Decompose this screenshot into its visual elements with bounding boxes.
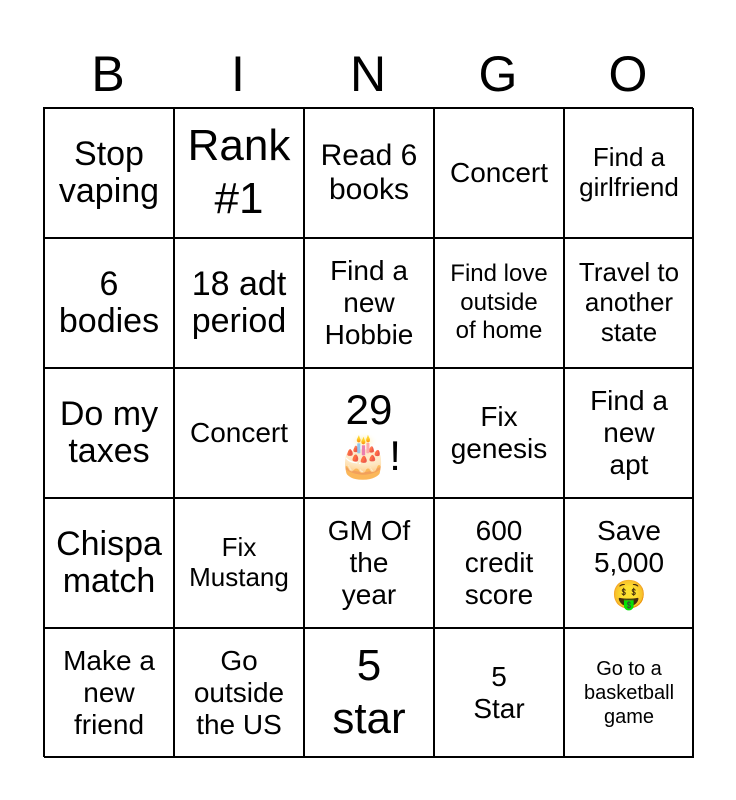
bingo-cell[interactable] (174, 368, 304, 498)
cell-label: Concert (449, 156, 549, 188)
cell-label: Find love outside of home (450, 259, 548, 345)
cell-label: Save 5,000 🤑 (593, 514, 665, 611)
bingo-board (43, 107, 693, 757)
cell-label: 6 bodies (58, 264, 160, 340)
bingo-header (43, 40, 693, 108)
cell-label: Go outside the US (193, 644, 285, 741)
bingo-cell[interactable] (434, 628, 564, 758)
cell-label: Find a new Hobbie (324, 254, 414, 351)
cell-label: Concert (189, 416, 289, 448)
bingo-cell[interactable] (564, 238, 694, 368)
bingo-cell[interactable] (174, 628, 304, 758)
bingo-cell[interactable] (174, 238, 304, 368)
bingo-cell[interactable] (304, 628, 434, 758)
bingo-cell[interactable] (44, 368, 174, 498)
header-letter-o: O (608, 46, 648, 102)
bingo-cell[interactable] (434, 368, 564, 498)
bingo-cell[interactable] (44, 238, 174, 368)
cell-label: 18 adt period (191, 264, 287, 340)
cell-label: Rank #1 (187, 121, 291, 223)
bingo-cell[interactable] (44, 108, 174, 238)
cell-label: 5 star (332, 641, 406, 743)
bingo-cell[interactable] (564, 498, 694, 628)
bingo-cell[interactable] (304, 498, 434, 628)
cell-label: Find a girlfriend (579, 142, 679, 202)
bingo-cell[interactable] (564, 368, 694, 498)
header-letter-b: B (91, 46, 125, 102)
cell-label: Travel to another state (578, 257, 680, 347)
bingo-cell[interactable] (304, 108, 434, 238)
cell-label: Stop vaping (58, 134, 160, 210)
bingo-cell[interactable] (564, 628, 694, 758)
bingo-cell[interactable] (174, 108, 304, 238)
cell-label: Chispa match (56, 524, 162, 600)
bingo-cell[interactable] (434, 238, 564, 368)
header-letter-g: G (478, 46, 518, 102)
bingo-cell[interactable] (44, 498, 174, 628)
cell-label: Make a new friend (63, 644, 155, 741)
cell-label: Fix genesis (450, 400, 548, 464)
cell-label: Find a new apt (590, 384, 668, 481)
bingo-cell[interactable] (304, 238, 434, 368)
bingo-cell[interactable] (174, 498, 304, 628)
bingo-cell[interactable] (434, 498, 564, 628)
bingo-cell[interactable] (564, 108, 694, 238)
bingo-cell[interactable] (304, 368, 434, 498)
cell-label: Read 6 books (320, 138, 418, 206)
cell-label: Go to a basketball game (583, 658, 675, 728)
cell-label: 29 🎂! (337, 385, 401, 479)
cell-label: 5 Star (473, 660, 525, 724)
cell-label: 600 credit score (464, 514, 534, 611)
bingo-cell[interactable] (44, 628, 174, 758)
header-letter-n: N (349, 46, 387, 102)
cell-label: Do my taxes (59, 394, 159, 470)
header-letter-i: I (231, 46, 245, 102)
cell-label: Fix Mustang (189, 532, 289, 592)
bingo-cell[interactable] (434, 108, 564, 238)
cell-label: GM Of the year (327, 514, 411, 611)
